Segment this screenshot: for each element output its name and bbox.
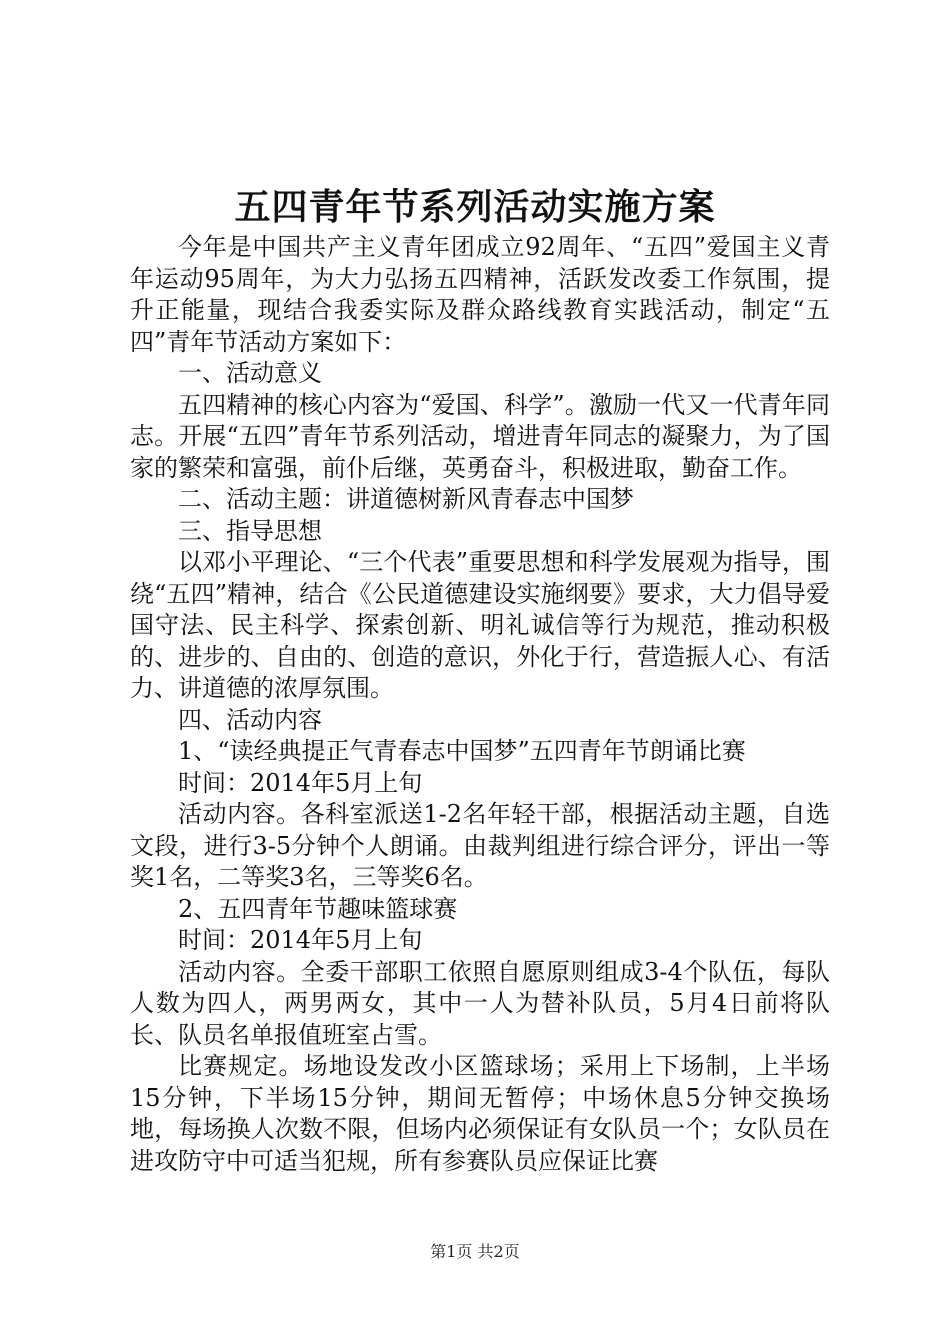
activity2-content: 活动内容。全委干部职工依照自愿原则组成3-4个队伍，每队人数为四人，两男两女，其中一人为替补队员，5月4日前将队长、队员名单报值班室占雪。 <box>130 957 830 1049</box>
section-heading-significance: 一、活动意义 <box>178 359 322 387</box>
document-title: 五四青年节系列活动实施方案 <box>234 186 716 228</box>
significance-paragraph: 五四精神的核心内容为“爱国、科学”。激励一代又一代青年同志。开展“五四”青年节系列活动，增进青年同志的凝聚力，为了国家的繁荣和富强，前仆后继，英勇奋斗，积极进取，勤奋工作。 <box>130 390 830 482</box>
section-heading-guiding-thought: 三、指导思想 <box>178 516 322 545</box>
section-heading-activities: 四、活动内容 <box>178 705 322 734</box>
page-footer: 第1页 共2页 <box>430 1242 520 1261</box>
activity1-heading: 1、“读经典提正气青春志中国梦”五四青年节朗诵比赛 <box>178 737 746 765</box>
activity2-heading: 2、五四青年节趣味篮球赛 <box>178 894 458 923</box>
document-body <box>130 232 830 1177</box>
intro-paragraph: 今年是中国共产主义青年团成立92周年、“五四”爱国主义青年运动95周年，为大力弘扬五四精神，活跃发改委工作氛围，提升正能量，现结合我委实际及群众路线教育实践活动，制定“五四”青年节活动方案如下： <box>130 233 830 356</box>
section-heading-theme: 二、活动主题：讲道德树新风青春志中国梦 <box>178 485 634 513</box>
activity1-content: 活动内容。各科室派送1-2名年轻干部，根据活动主题，自选文段，进行3-5分钟个人朗诵。由裁判组进行综合评分，评出一等奖1名，二等奖3名，三等奖6名。 <box>130 800 830 891</box>
activity1-time: 时间：2014年5月上旬 <box>178 768 423 797</box>
guiding-thought-paragraph: 以邓小平理论、“三个代表”重要思想和科学发展观为指导，围绕“五四”精神，结合《公民道德建设实施纲要》要求，大力倡导爱国守法、民主科学、探索创新、明礼诚信等行为规范，推动积极的、进步的、自由的、创造的意识，外化于行，营造振人心、有活力、讲道德的浓厚氛围。 <box>130 548 830 702</box>
activity2-rules: 比赛规定。场地设发改小区篮球场；采用上下场制，上半场15分钟，下半场15分钟，期间无暂停；中场休息5分钟交换场地，每场换人次数不限，但场内必须保证有女队员一个；女队员在进攻防守中可适当犯规，所有参赛队员应保证比赛 <box>130 1052 830 1175</box>
activity2-time: 时间：2014年5月上旬 <box>178 926 423 954</box>
